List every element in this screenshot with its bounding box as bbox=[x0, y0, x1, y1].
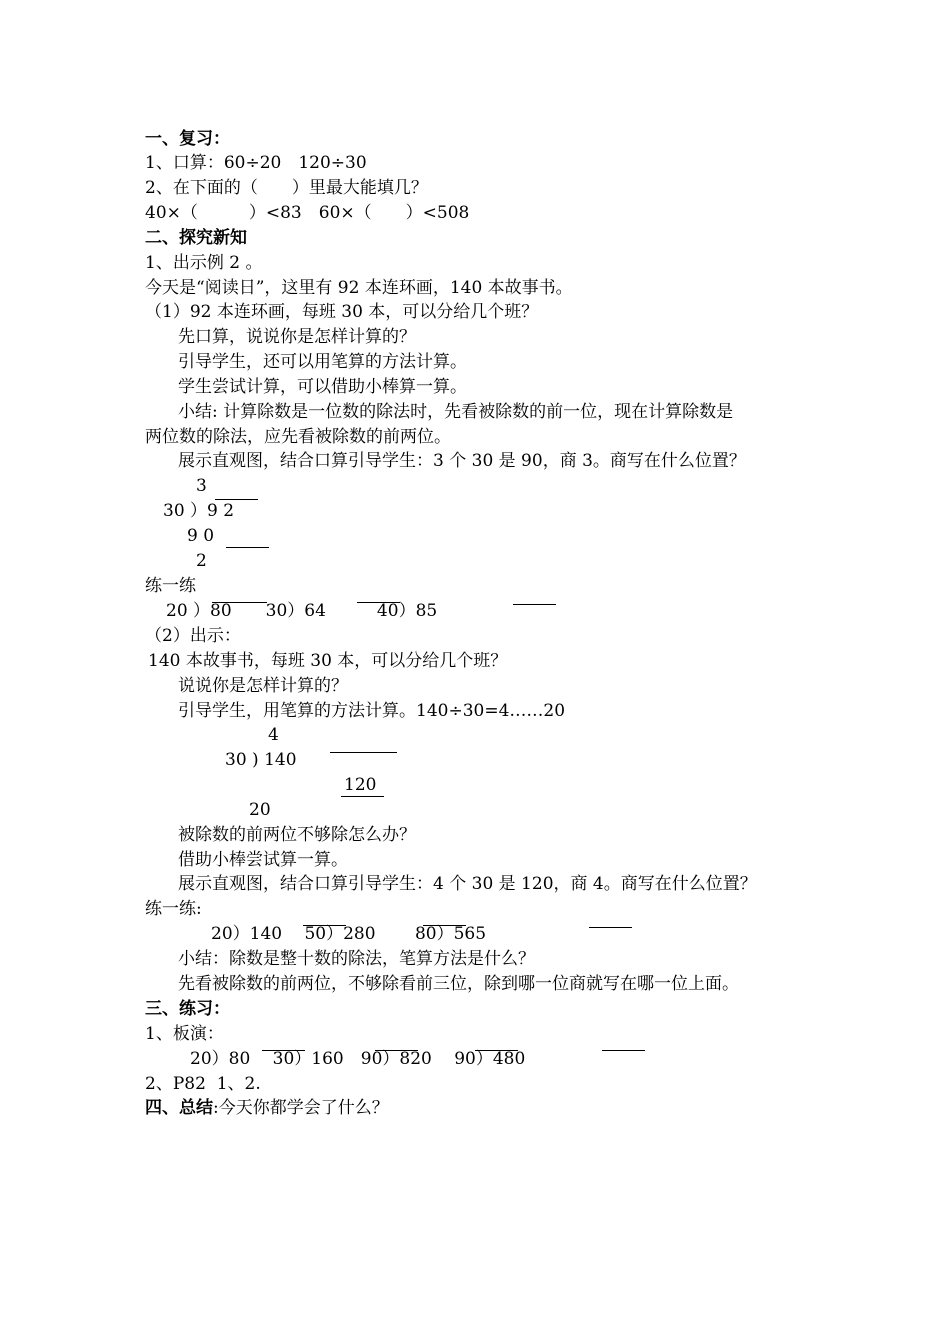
summary-question: :今天你都学会了什么？ bbox=[213, 1098, 389, 1118]
practice-1-heading: 练一练 bbox=[145, 576, 196, 596]
review-question-1: 1、口算：60÷20 120÷30 bbox=[145, 153, 367, 173]
division-1-product: 9 0 bbox=[187, 526, 215, 546]
division-2-subtract-line bbox=[341, 796, 384, 797]
problem-2-step-a: 说说你是怎样计算的？ bbox=[178, 676, 348, 696]
summary-1-line-a: 小结: 计算除数是一位数的除法时，先看被除数的前一位，现在计算除数是 bbox=[178, 402, 734, 422]
board-exercise-label: 1、板演： bbox=[145, 1024, 224, 1044]
problem-2-label: （2）出示： bbox=[145, 626, 241, 646]
board-exercise-items: 20）80 30）160 90）820 90）480 bbox=[190, 1049, 526, 1069]
problem-2-question: 140 本故事书，每班 30 本，可以分给几个班？ bbox=[148, 651, 508, 671]
practice-2-bar-c bbox=[589, 927, 632, 928]
show-diagram-1: 展示直观图，结合口算引导学生：3 个 30 是 90，商 3。商写在什么位置？ bbox=[178, 451, 746, 471]
summary-1-line-b: 两位数的除法，应先看被除数的前两位。 bbox=[145, 427, 451, 447]
problem-1-step-c: 学生尝试计算，可以借助小棒算一算。 bbox=[178, 377, 467, 397]
example-label: 1、出示例 2 。 bbox=[145, 253, 263, 273]
practice-2-items: 20）140 50）280 80）565 bbox=[211, 924, 487, 944]
division-1-remainder: 2 bbox=[196, 551, 207, 571]
division-1-quotient: 3 bbox=[196, 476, 207, 496]
problem-2-step-b: 引导学生，用笔算的方法计算。140÷30=4……20 bbox=[178, 701, 566, 721]
division-2-divisor-dividend: 30 ) 140 bbox=[225, 750, 297, 770]
division-2-product: 120 bbox=[344, 775, 377, 795]
summary-2: 小结：除数是整十数的除法，笔算方法是什么？ bbox=[178, 949, 535, 969]
problem-2-step-d: 借助小棒尝试算一算。 bbox=[178, 850, 348, 870]
problem-1: （1）92 本连环画，每班 30 本，可以分给几个班？ bbox=[145, 302, 539, 322]
division-1-divisor-dividend: 30 ）9 2 bbox=[163, 501, 235, 521]
explore-heading: 二、探究新知 bbox=[145, 228, 247, 248]
division-2-remainder: 20 bbox=[249, 800, 271, 820]
practice-2-heading: 练一练: bbox=[145, 899, 202, 919]
practice-1-items: 20 ）80 30）64 40）85 bbox=[166, 601, 438, 621]
show-diagram-2: 展示直观图，结合口算引导学生：4 个 30 是 120，商 4。商写在什么位置？ bbox=[178, 874, 757, 894]
summary-2-answer: 先看被除数的前两位，不够除看前三位，除到哪一位商就写在哪一位上面。 bbox=[178, 974, 739, 994]
board-bar-d bbox=[602, 1050, 645, 1051]
practice-heading: 三、练习： bbox=[145, 999, 230, 1019]
summary-heading: 四、总结 bbox=[145, 1098, 213, 1118]
practice-1-bar-c bbox=[513, 604, 556, 605]
review-question-2: 2、在下面的（ ）里最大能填几？ bbox=[145, 178, 428, 198]
review-question-2-items: 40×（ ）<83 60×（ ）<508 bbox=[145, 203, 470, 223]
example-intro: 今天是“阅读日”，这里有 92 本连环画，140 本故事书。 bbox=[145, 278, 573, 298]
review-heading: 一、复习： bbox=[145, 129, 230, 149]
division-2-quotient: 4 bbox=[268, 725, 279, 745]
division-1-subtract-line bbox=[226, 547, 269, 548]
problem-1-step-a: 先口算，说说你是怎样计算的？ bbox=[178, 327, 416, 347]
textbook-exercise: 2、P82 1、2. bbox=[145, 1074, 261, 1094]
summary-line bbox=[145, 1096, 389, 1120]
problem-1-step-b: 引导学生，还可以用笔算的方法计算。 bbox=[178, 352, 467, 372]
division-2-bar bbox=[330, 752, 397, 753]
problem-2-step-c: 被除数的前两位不够除怎么办？ bbox=[178, 825, 416, 845]
